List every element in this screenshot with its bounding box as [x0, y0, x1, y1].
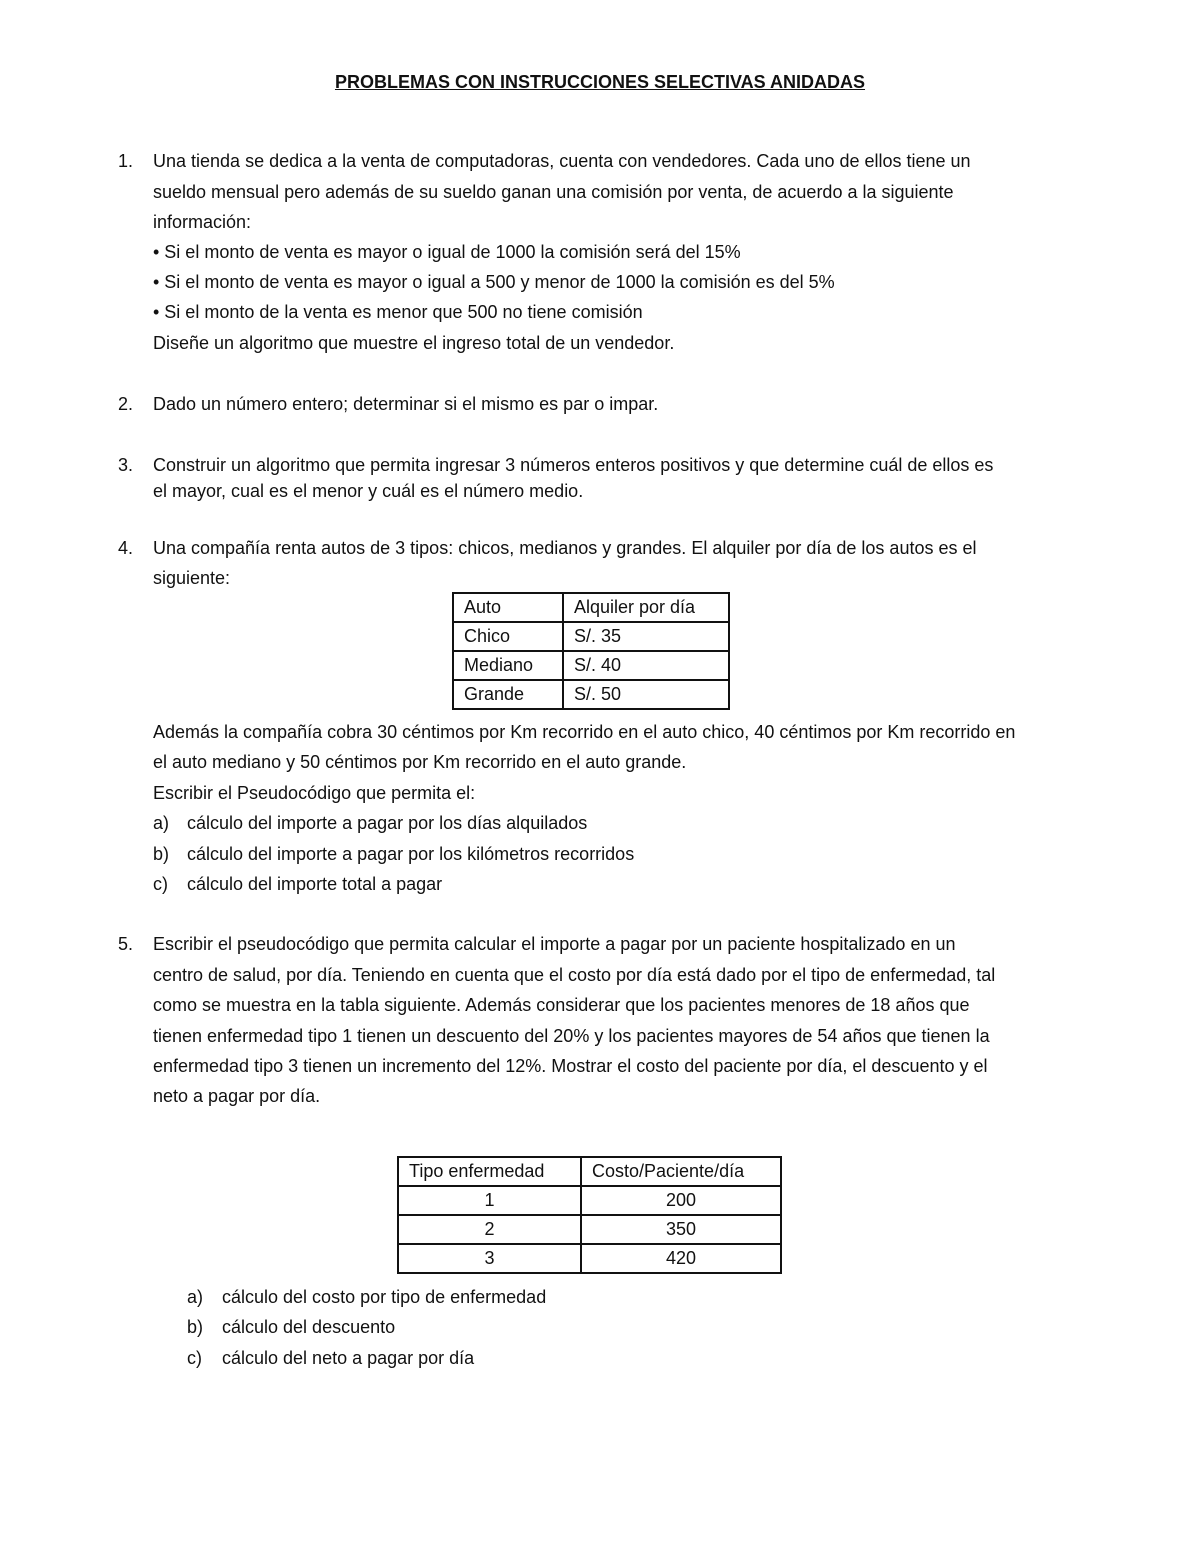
list-item: cálculo del importe a pagar por los kilómetros recorridos [187, 844, 635, 864]
list-item-label: c) [187, 1348, 202, 1368]
car-rental-table [452, 592, 730, 710]
table-cell: 1 [398, 1186, 581, 1215]
disease-cost-table [397, 1156, 782, 1274]
problem-4-line: Escribir el Pseudocódigo que permita el: [153, 783, 476, 803]
table-row [453, 622, 729, 651]
table-cell: 200 [581, 1186, 781, 1215]
list-item: cálculo del importe total a pagar [187, 874, 443, 894]
table-cell: Mediano [453, 651, 563, 680]
problem-1-line: información: [153, 212, 252, 232]
table-cell: S/. 35 [563, 622, 729, 651]
problem-2-number: 2. [118, 394, 134, 414]
problem-3-line: el mayor, cual es el menor y cuál es el número medio. [153, 481, 584, 501]
problem-4-line: siguiente: [153, 568, 231, 588]
problem-1-line: Una tienda se dedica a la venta de computadoras, cuenta con vendedores. Cada uno de ellos tiene un [153, 151, 971, 171]
table-cell: 3 [398, 1244, 581, 1273]
problem-4-number: 4. [118, 538, 134, 558]
list-item: cálculo del importe a pagar por los días alquilados [187, 813, 588, 833]
list-item: cálculo del costo por tipo de enfermedad [222, 1287, 547, 1307]
table-cell: S/. 40 [563, 651, 729, 680]
table-header-row [453, 593, 729, 622]
problem-1-line: sueldo mensual pero además de su sueldo ganan una comisión por venta, de acuerdo a la siguiente [153, 182, 954, 202]
problem-1-bullet: • Si el monto de venta es mayor o igual de 1000 la comisión será del 15% [153, 242, 741, 262]
problem-1-bullet: • Si el monto de venta es mayor o igual a 500 y menor de 1000 la comisión es del 5% [153, 272, 835, 292]
problem-5-line: neto a pagar por día. [153, 1086, 321, 1106]
list-item-label: b) [187, 1317, 204, 1337]
table-cell: 350 [581, 1215, 781, 1244]
table-row [453, 651, 729, 680]
list-item-label: a) [153, 813, 170, 833]
list-item-label: b) [153, 844, 170, 864]
problem-4-line: Una compañía renta autos de 3 tipos: chicos, medianos y grandes. El alquiler por día de los autos es el [153, 538, 977, 558]
table-cell: Chico [453, 622, 563, 651]
problem-4-line: Además la compañía cobra 30 céntimos por Km recorrido en el auto chico, 40 céntimos por Km recorrido en [153, 722, 1016, 742]
table-row [453, 680, 729, 709]
list-item-label: c) [153, 874, 168, 894]
table-header-cell: Costo/Paciente/día [581, 1157, 781, 1186]
problem-5-line: Escribir el pseudocódigo que permita calcular el importe a pagar por un paciente hospitalizado en un [153, 934, 956, 954]
problem-1-number: 1. [118, 151, 134, 171]
problem-5-line: como se muestra en la tabla siguiente. Además considerar que los pacientes menores de 18 años que [153, 995, 970, 1015]
problem-5-line: tienen enfermedad tipo 1 tienen un descuento del 20% y los pacientes mayores de 54 años que tienen la [153, 1026, 990, 1046]
table-row [398, 1215, 781, 1244]
problem-5-line: centro de salud, por día. Teniendo en cuenta que el costo por día está dado por el tipo de enfermedad, tal [153, 965, 996, 985]
table-header-cell: Alquiler por día [563, 593, 729, 622]
list-item: cálculo del neto a pagar por día [222, 1348, 475, 1368]
problem-2-line: Dado un número entero; determinar si el mismo es par o impar. [153, 394, 659, 414]
table-cell: Grande [453, 680, 563, 709]
table-header-cell: Tipo enfermedad [398, 1157, 581, 1186]
table-header-row [398, 1157, 781, 1186]
table-row [398, 1186, 781, 1215]
problem-5-number: 5. [118, 934, 134, 954]
page-title: PROBLEMAS CON INSTRUCCIONES SELECTIVAS ANIDADAS [334, 72, 866, 92]
list-item: cálculo del descuento [222, 1317, 396, 1337]
problem-1-bullet: • Si el monto de la venta es menor que 500 no tiene comisión [153, 302, 643, 322]
table-cell: S/. 50 [563, 680, 729, 709]
table-cell: 420 [581, 1244, 781, 1273]
problem-1-line: Diseñe un algoritmo que muestre el ingreso total de un vendedor. [153, 333, 675, 353]
problem-5-line: enfermedad tipo 3 tienen un incremento del 12%. Mostrar el costo del paciente por día, el descuento y el [153, 1056, 988, 1076]
problem-3-number: 3. [118, 455, 134, 475]
list-item-label: a) [187, 1287, 204, 1307]
problem-4-line: el auto mediano y 50 céntimos por Km recorrido en el auto grande. [153, 752, 687, 772]
table-row [398, 1244, 781, 1273]
problem-3-line: Construir un algoritmo que permita ingresar 3 números enteros positivos y que determine cuál de ellos es [153, 455, 994, 475]
table-header-cell: Auto [453, 593, 563, 622]
table-cell: 2 [398, 1215, 581, 1244]
